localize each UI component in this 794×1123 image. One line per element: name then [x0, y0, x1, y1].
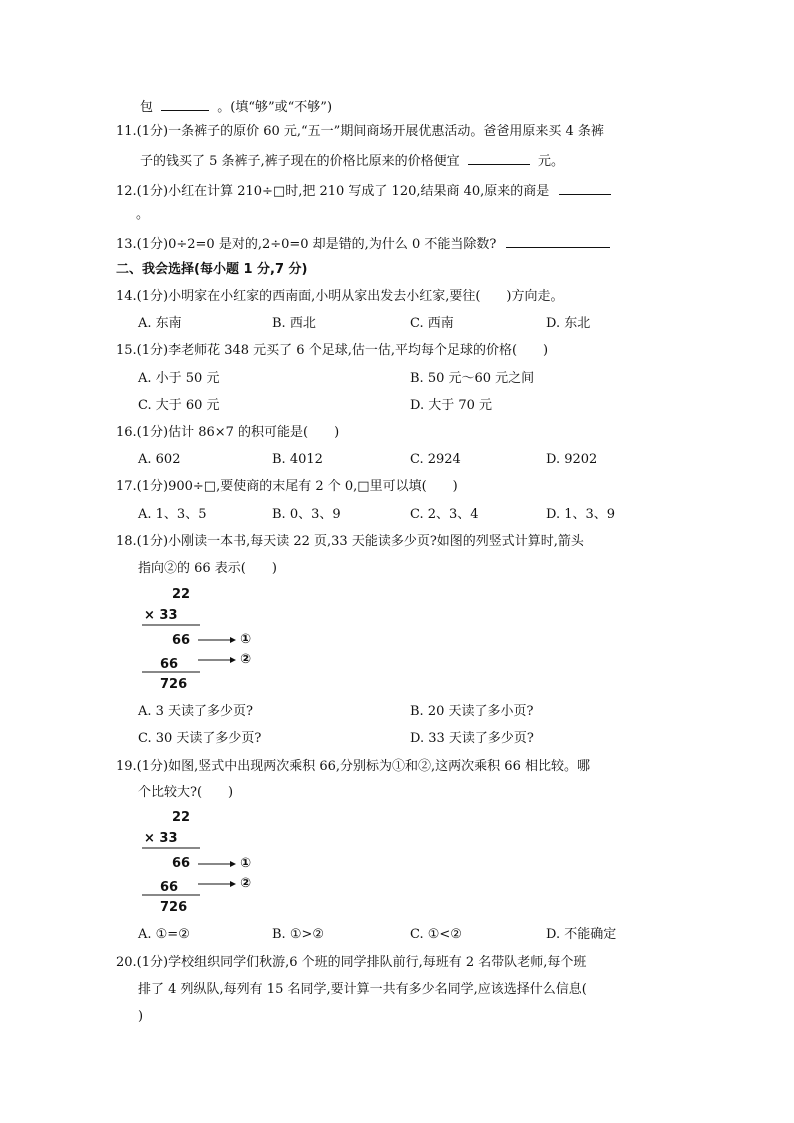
q10-tail [140, 96, 332, 117]
q12-line2: 。 [136, 207, 150, 222]
q14-option-b[interactable]: B. 西北 [272, 316, 316, 331]
calc-mark-1: ① [240, 632, 252, 647]
section-2-title: 二、我会选择(每小题 1 分,7 分) [116, 262, 308, 277]
q17-option-a[interactable]: A. 1、3、5 [138, 507, 207, 522]
calc-mark-2: ② [240, 652, 252, 667]
calc-mark-1: ① [240, 856, 252, 871]
q18-vertical-multiplication [138, 585, 278, 695]
q19-option-c[interactable]: C. ①<② [410, 927, 462, 942]
calc-result: 726 [160, 677, 188, 692]
calc-multiplier: × 33 [144, 608, 178, 623]
q17-option-b[interactable]: B. 0、3、9 [272, 507, 341, 522]
q12-line1 [116, 180, 611, 201]
q14-option-c[interactable]: C. 西南 [410, 316, 454, 331]
q17-stem: 17.(1分)900÷□,要使商的末尾有 2 个 0,□里可以填( ) [116, 479, 458, 494]
q15-stem: 15.(1分)李老师花 348 元买了 6 个足球,估一估,平均每个足球的价格( ) [116, 343, 549, 358]
q11-line2-text: 子的钱买了 5 条裤子,裤子现在的价格比原来的价格便宜 [140, 154, 460, 169]
calc-partial-product-1: 66 [172, 633, 191, 648]
calc-multiplier: × 33 [144, 831, 178, 846]
q19-vertical-multiplication [138, 808, 278, 918]
q10-post: 。(填“够”或“不够”) [217, 100, 333, 115]
q20-line2: 排了 4 列纵队,每列有 15 名同学,要计算一共有多少名同学,应该选择什么信息( [138, 982, 587, 997]
q18-option-c[interactable]: C. 30 天读了多少页? [138, 731, 262, 746]
q19-line2: 个比较大?( ) [138, 785, 234, 800]
q20-line3: ) [138, 1009, 144, 1024]
q11-answer-blank[interactable] [468, 150, 530, 165]
q16-stem: 16.(1分)估计 86×7 的积可能是( ) [116, 425, 340, 440]
calc-multiplicand: 22 [172, 587, 191, 602]
q16-option-b[interactable]: B. 4012 [272, 452, 323, 467]
q18-line2: 指向②的 66 表示( ) [138, 561, 277, 576]
q15-option-b[interactable]: B. 50 元～60 元之间 [410, 371, 535, 386]
q18-option-d[interactable]: D. 33 天读了多少页? [410, 731, 534, 746]
q12-text: 12.(1分)小红在计算 210÷□时,把 210 写成了 120,结果商 40,原来的商是 [116, 184, 550, 199]
q18-calc-lines [138, 585, 278, 695]
q13-answer-blank[interactable] [506, 233, 610, 248]
q13-line [116, 233, 610, 254]
q16-option-d[interactable]: D. 9202 [546, 452, 598, 467]
calc-partial-product-2: 66 [160, 657, 179, 672]
q20-line1: 20.(1分)学校组织同学们秋游,6 个班的同学排队前行,每班有 2 名带队老师,每个班 [116, 955, 587, 970]
q17-option-c[interactable]: C. 2、3、4 [410, 507, 479, 522]
calc-partial-product-1: 66 [172, 856, 191, 871]
calc-multiplicand: 22 [172, 810, 191, 825]
q14-stem: 14.(1分)小明家在小红家的西南面,小明从家出发去小红家,要往( )方向走。 [116, 289, 564, 304]
calc-result: 726 [160, 900, 188, 915]
calc-partial-product-2: 66 [160, 880, 179, 895]
q10-answer-blank[interactable] [161, 96, 209, 111]
q11-line2 [140, 150, 564, 171]
q12-answer-blank[interactable] [559, 180, 611, 195]
q15-option-c[interactable]: C. 大于 60 元 [138, 398, 220, 413]
q16-option-a[interactable]: A. 602 [138, 452, 181, 467]
q19-option-a[interactable]: A. ①=② [138, 927, 190, 942]
calc-mark-2: ② [240, 876, 252, 891]
q16-option-c[interactable]: C. 2924 [410, 452, 461, 467]
q17-option-d[interactable]: D. 1、3、9 [546, 507, 616, 522]
q19-calc-lines [138, 808, 278, 918]
q18-option-b[interactable]: B. 20 天读了多小页? [410, 704, 534, 719]
q14-option-a[interactable]: A. 东南 [138, 316, 182, 331]
q13-text: 13.(1分)0÷2=0 是对的,2÷0=0 却是错的,为什么 0 不能当除数? [116, 237, 497, 252]
q14-option-d[interactable]: D. 东北 [546, 316, 591, 331]
q10-pre: 包 [140, 100, 154, 115]
q19-option-b[interactable]: B. ①>② [272, 927, 325, 942]
q18-line1: 18.(1分)小刚读一本书,每天读 22 页,33 天能读多少页?如图的列竖式计算时,箭头 [116, 534, 584, 549]
q15-option-d[interactable]: D. 大于 70 元 [410, 398, 493, 413]
q11-line1: 11.(1分)一条裤子的原价 60 元,“五一”期间商场开展优惠活动。爸爸用原来买 4 条裤 [116, 124, 604, 139]
q11-unit: 元。 [537, 154, 564, 169]
q18-option-a[interactable]: A. 3 天读了多少页? [138, 704, 254, 719]
q19-option-d[interactable]: D. 不能确定 [546, 927, 617, 942]
q19-line1: 19.(1分)如图,竖式中出现两次乘积 66,分别标为①和②,这两次乘积 66 相比较。哪 [116, 759, 590, 774]
q15-option-a[interactable]: A. 小于 50 元 [138, 371, 220, 386]
